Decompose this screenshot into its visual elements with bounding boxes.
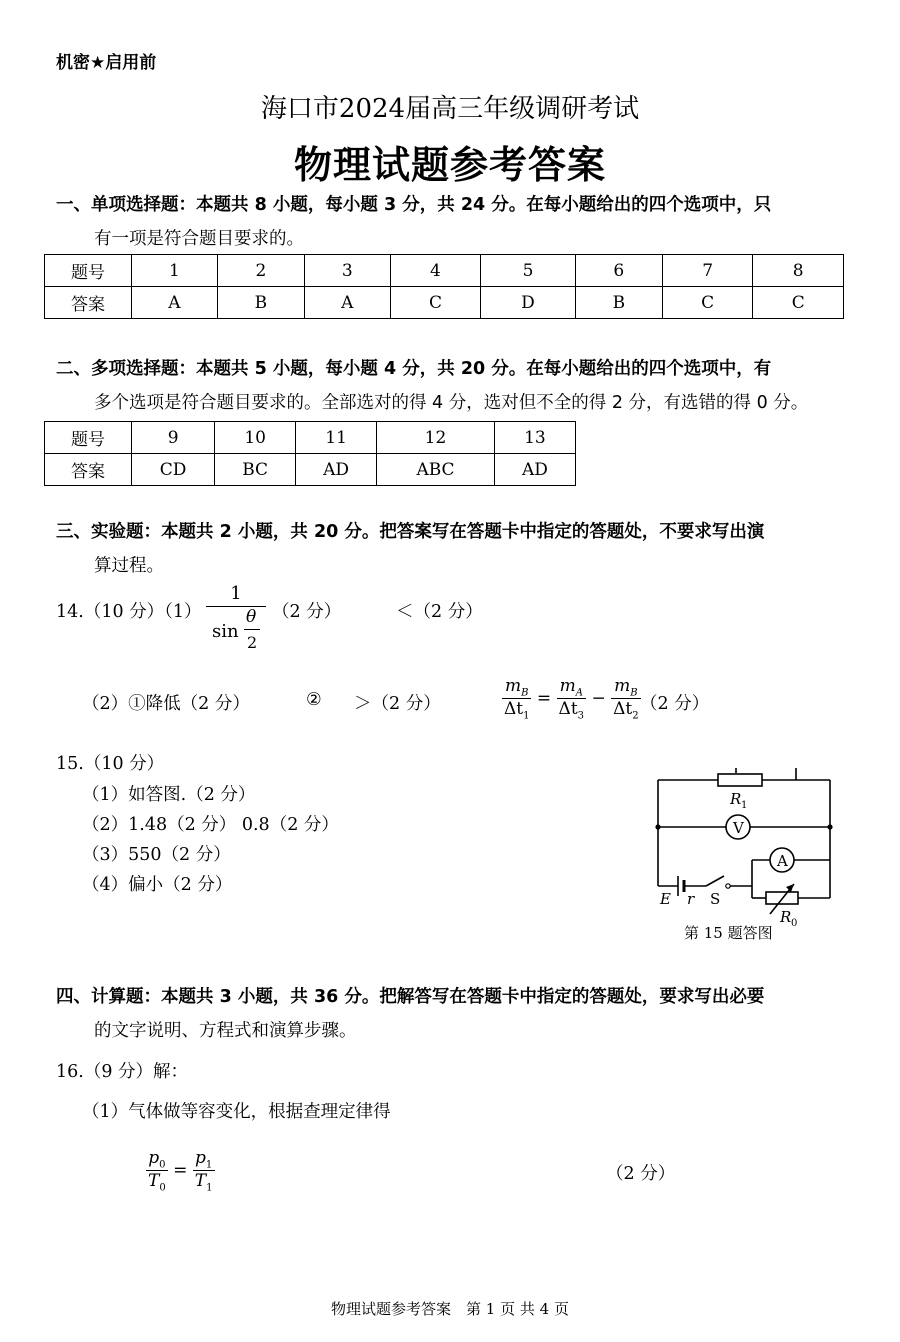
q16-title: 16.（9 分）解： bbox=[56, 1062, 189, 1082]
equals-sign: = bbox=[536, 688, 552, 709]
table-row bbox=[45, 255, 844, 287]
table-cell: 3 bbox=[304, 255, 390, 287]
table-cell: 7 bbox=[662, 255, 753, 287]
table-cell: A bbox=[132, 287, 218, 319]
label-a: A bbox=[777, 852, 788, 870]
section1-heading bbox=[56, 188, 846, 256]
table-header-cell: 答案 bbox=[45, 287, 132, 319]
section1-answer-table bbox=[44, 254, 844, 319]
table-cell: C bbox=[753, 287, 844, 319]
list-item: （3）550（2 分） bbox=[82, 845, 231, 865]
q16-score: （2 分） bbox=[606, 1164, 676, 1184]
table-cell: 4 bbox=[390, 255, 481, 287]
table-cell: AD bbox=[296, 454, 377, 486]
q14-answer1-fraction bbox=[206, 583, 266, 659]
section3-heading bbox=[56, 515, 846, 583]
confidential-label: 机密★启用前 bbox=[56, 53, 157, 73]
table-cell: D bbox=[481, 287, 576, 319]
section4-line2: 的文字说明、方程式和演算步骤。 bbox=[94, 1021, 357, 1041]
table-cell: 8 bbox=[753, 255, 844, 287]
table-cell: A bbox=[304, 287, 390, 319]
page-title: 物理试题参考答案 bbox=[293, 142, 606, 187]
table-header-cell: 题号 bbox=[45, 255, 132, 287]
circuit-diagram bbox=[640, 768, 850, 930]
list-item: （4）偏小（2 分） bbox=[82, 875, 233, 895]
section3-line2: 算过程。 bbox=[94, 556, 164, 576]
table-cell: 2 bbox=[217, 255, 304, 287]
switch-s bbox=[706, 876, 724, 886]
label-v: V bbox=[733, 819, 744, 837]
section2-answer-table bbox=[44, 421, 576, 486]
q14-part2: （2）①降低（2 分） bbox=[82, 694, 250, 714]
page-footer: 物理试题参考答案 第 1 页 共 4 页 bbox=[331, 1300, 569, 1318]
table-cell: 9 bbox=[132, 422, 215, 454]
section1-line2: 有一项是符合题目要求的。 bbox=[94, 229, 304, 249]
label-e: E bbox=[660, 890, 671, 908]
list-item: （1）如答图.（2 分） bbox=[82, 785, 256, 805]
q15-answers bbox=[82, 780, 339, 900]
half-fraction-bar bbox=[244, 629, 260, 630]
fraction-p0-T0: $\frac{p_0}{T_0}$ bbox=[148, 1148, 166, 1194]
q14-score1: （2 分） bbox=[272, 602, 342, 622]
table-cell: ABC bbox=[377, 454, 495, 486]
label-r: r bbox=[687, 890, 695, 908]
section2-line1: 二、多项选择题：本题共 5 小题，每小题 4 分，共 20 分。在每小题给出的四个选项中，有 bbox=[56, 359, 772, 379]
section2-line2: 多个选项是符合题目要求的。全部选对的得 4 分，选对但不全的得 2 分，有选错的得 0 分。 bbox=[94, 393, 809, 413]
table-cell: 5 bbox=[481, 255, 576, 287]
table-cell: 13 bbox=[494, 422, 575, 454]
fraction-ma-dt3: $\frac{m_A}{\Delta t_3}$ bbox=[558, 676, 585, 722]
exam-subtitle: 海口市2024届高三年级调研考试 bbox=[260, 94, 640, 124]
table-cell: 6 bbox=[575, 255, 662, 287]
table-cell: B bbox=[575, 287, 662, 319]
table-cell: BC bbox=[215, 454, 296, 486]
q14-less-than-answer: ＜（2 分） bbox=[396, 602, 483, 622]
table-cell: CD bbox=[132, 454, 215, 486]
table-row bbox=[45, 287, 844, 319]
table-cell: 12 bbox=[377, 422, 495, 454]
table-cell: 1 bbox=[132, 255, 218, 287]
sin-label: sin bbox=[212, 621, 239, 642]
q16-charles-law-equation bbox=[146, 1148, 215, 1194]
fraction-numerator: 1 bbox=[206, 583, 266, 607]
table-cell: B bbox=[217, 287, 304, 319]
section4-heading bbox=[56, 980, 846, 1048]
two-label: 2 bbox=[247, 633, 258, 652]
q14-score3: （2 分） bbox=[640, 694, 710, 714]
label-r0-sub: 0 bbox=[791, 918, 798, 929]
label-r1: R bbox=[730, 790, 742, 808]
label-r0: R bbox=[780, 908, 792, 926]
section4-line1: 四、计算题：本题共 3 小题，共 36 分。把解答写在答题卡中指定的答题处，要求写出必要 bbox=[56, 987, 765, 1007]
label-r1-sub: 1 bbox=[741, 800, 748, 811]
q14-circle-two: ② bbox=[306, 690, 322, 710]
table-cell: AD bbox=[494, 454, 575, 486]
fraction-mb-dt2: $\frac{m_B}{\Delta t_2}$ bbox=[613, 676, 639, 722]
table-header-cell: 题号 bbox=[45, 422, 132, 454]
list-item: （2）1.48（2 分） 0.8（2 分） bbox=[82, 815, 339, 835]
table-cell: C bbox=[662, 287, 753, 319]
table-row bbox=[45, 454, 576, 486]
fraction-mb-dt1: $\frac{m_B}{\Delta t_1}$ bbox=[504, 676, 530, 722]
section1-line1: 一、单项选择题：本题共 8 小题，每小题 3 分，共 24 分。在每小题给出的四个选项中，只 bbox=[56, 195, 772, 215]
table-cell: C bbox=[390, 287, 481, 319]
q14-momentum-equation bbox=[502, 676, 641, 722]
label-s: S bbox=[710, 890, 721, 908]
q14-prefix: 14.（10 分）（1） bbox=[56, 602, 202, 622]
table-cell: 11 bbox=[296, 422, 377, 454]
q14-greater-than-answer: ＞（2 分） bbox=[354, 694, 441, 714]
minus-sign: − bbox=[591, 688, 606, 709]
fraction-p1-T1: $\frac{p_1}{T_1}$ bbox=[194, 1148, 213, 1194]
table-header-cell: 答案 bbox=[45, 454, 132, 486]
q15-title: 15.（10 分） bbox=[56, 754, 165, 774]
equals-sign: = bbox=[173, 1160, 188, 1181]
section3-line1: 三、实验题：本题共 2 小题，共 20 分。把答案写在答题卡中指定的答题处，不要求写出演 bbox=[56, 522, 765, 542]
figure-caption: 第 15 题答图 bbox=[684, 924, 773, 942]
theta-label: θ bbox=[246, 607, 257, 627]
table-row bbox=[45, 422, 576, 454]
q16-part1: （1）气体做等容变化，根据查理定律得 bbox=[82, 1102, 391, 1122]
table-cell: 10 bbox=[215, 422, 296, 454]
rheostat-r1 bbox=[718, 774, 762, 786]
section2-heading bbox=[56, 352, 846, 420]
